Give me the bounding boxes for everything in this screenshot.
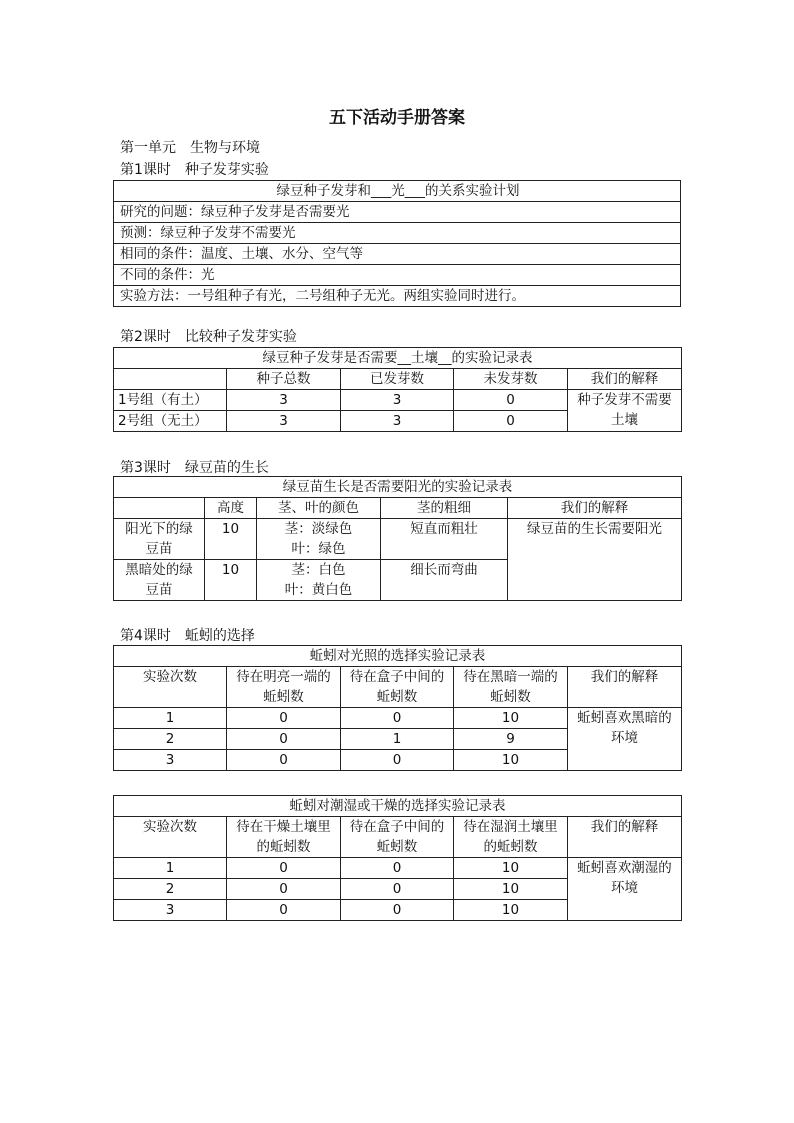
lesson4-heading: 第4课时 蚯蚓的选择 <box>120 628 255 644</box>
table-row: 3 0 0 10 <box>114 750 682 771</box>
table-row: 2号组（无土） 3 3 0 <box>114 411 682 432</box>
table-header-row: 高度 茎、叶的颜色 茎的粗细 我们的解释 <box>114 498 682 519</box>
lesson4-light-table <box>113 645 682 771</box>
plan-line: 相同的条件：温度、土壤、水分、空气等 <box>114 244 681 265</box>
explanation-cell: 绿豆苗的生长需要阳光 <box>508 519 682 601</box>
plan-line: 不同的条件：光 <box>114 265 681 286</box>
table-row: 阳光下的绿豆苗 10 茎：淡绿色 叶：绿色 短直而粗壮 绿豆苗的生长需要阳光 <box>114 519 682 560</box>
plan-line: 预测：绿豆种子发芽不需要光 <box>114 223 681 244</box>
table-header-row: 种子总数 已发芽数 未发芽数 我们的解释 <box>114 369 682 390</box>
table-title: 绿豆种子发芽是否需要__土壤__的实验记录表 <box>114 348 682 369</box>
plan-title: 绿豆种子发芽和___光___的关系实验计划 <box>114 181 681 202</box>
explanation-cell: 蚯蚓喜欢黑暗的环境 <box>568 708 682 771</box>
lesson2-table <box>113 347 682 432</box>
table-row: 黑暗处的绿豆苗 10 茎：白色 叶：黄白色 细长而弯曲 <box>114 560 682 601</box>
table-row: 3 0 0 10 <box>114 900 682 921</box>
plan-line: 实验方法：一号组种子有光，二号组种子无光。两组实验同时进行。 <box>114 286 681 307</box>
table-row: 2 0 1 9 <box>114 729 682 750</box>
lesson3-heading: 第3课时 绿豆苗的生长 <box>120 460 269 476</box>
document-title: 五下活动手册答案 <box>329 108 465 128</box>
explanation-cell: 种子发芽不需要土壤 <box>568 390 682 432</box>
table-header-row: 实验次数 待在明亮一端的蚯蚓数 待在盒子中间的蚯蚓数 待在黑暗一端的蚯蚓数 我们的解释 <box>114 667 682 708</box>
table-title: 绿豆苗生长是否需要阳光的实验记录表 <box>114 477 682 498</box>
unit-heading: 第一单元 生物与环境 <box>120 140 260 156</box>
plan-line: 研究的问题：绿豆种子发芽是否需要光 <box>114 202 681 223</box>
table-row: 1号组（有土） 3 3 0 种子发芽不需要土壤 <box>114 390 682 411</box>
lesson1-plan-table <box>113 180 681 307</box>
lesson4-moisture-table <box>113 795 682 921</box>
lesson2-heading: 第2课时 比较种子发芽实验 <box>120 329 297 345</box>
table-row: 2 0 0 10 <box>114 879 682 900</box>
table-row: 1 0 0 10 蚯蚓喜欢潮湿的环境 <box>114 858 682 879</box>
explanation-cell: 蚯蚓喜欢潮湿的环境 <box>568 858 682 921</box>
table-header-row: 实验次数 待在干燥土壤里的蚯蚓数 待在盒子中间的蚯蚓数 待在湿润土壤里的蚯蚓数 我们的解释 <box>114 817 682 858</box>
lesson1-heading: 第1课时 种子发芽实验 <box>120 162 269 178</box>
table-row: 1 0 0 10 蚯蚓喜欢黑暗的环境 <box>114 708 682 729</box>
table-title: 蚯蚓对光照的选择实验记录表 <box>114 646 682 667</box>
table-title: 蚯蚓对潮湿或干燥的选择实验记录表 <box>114 796 682 817</box>
lesson3-table <box>113 476 682 601</box>
